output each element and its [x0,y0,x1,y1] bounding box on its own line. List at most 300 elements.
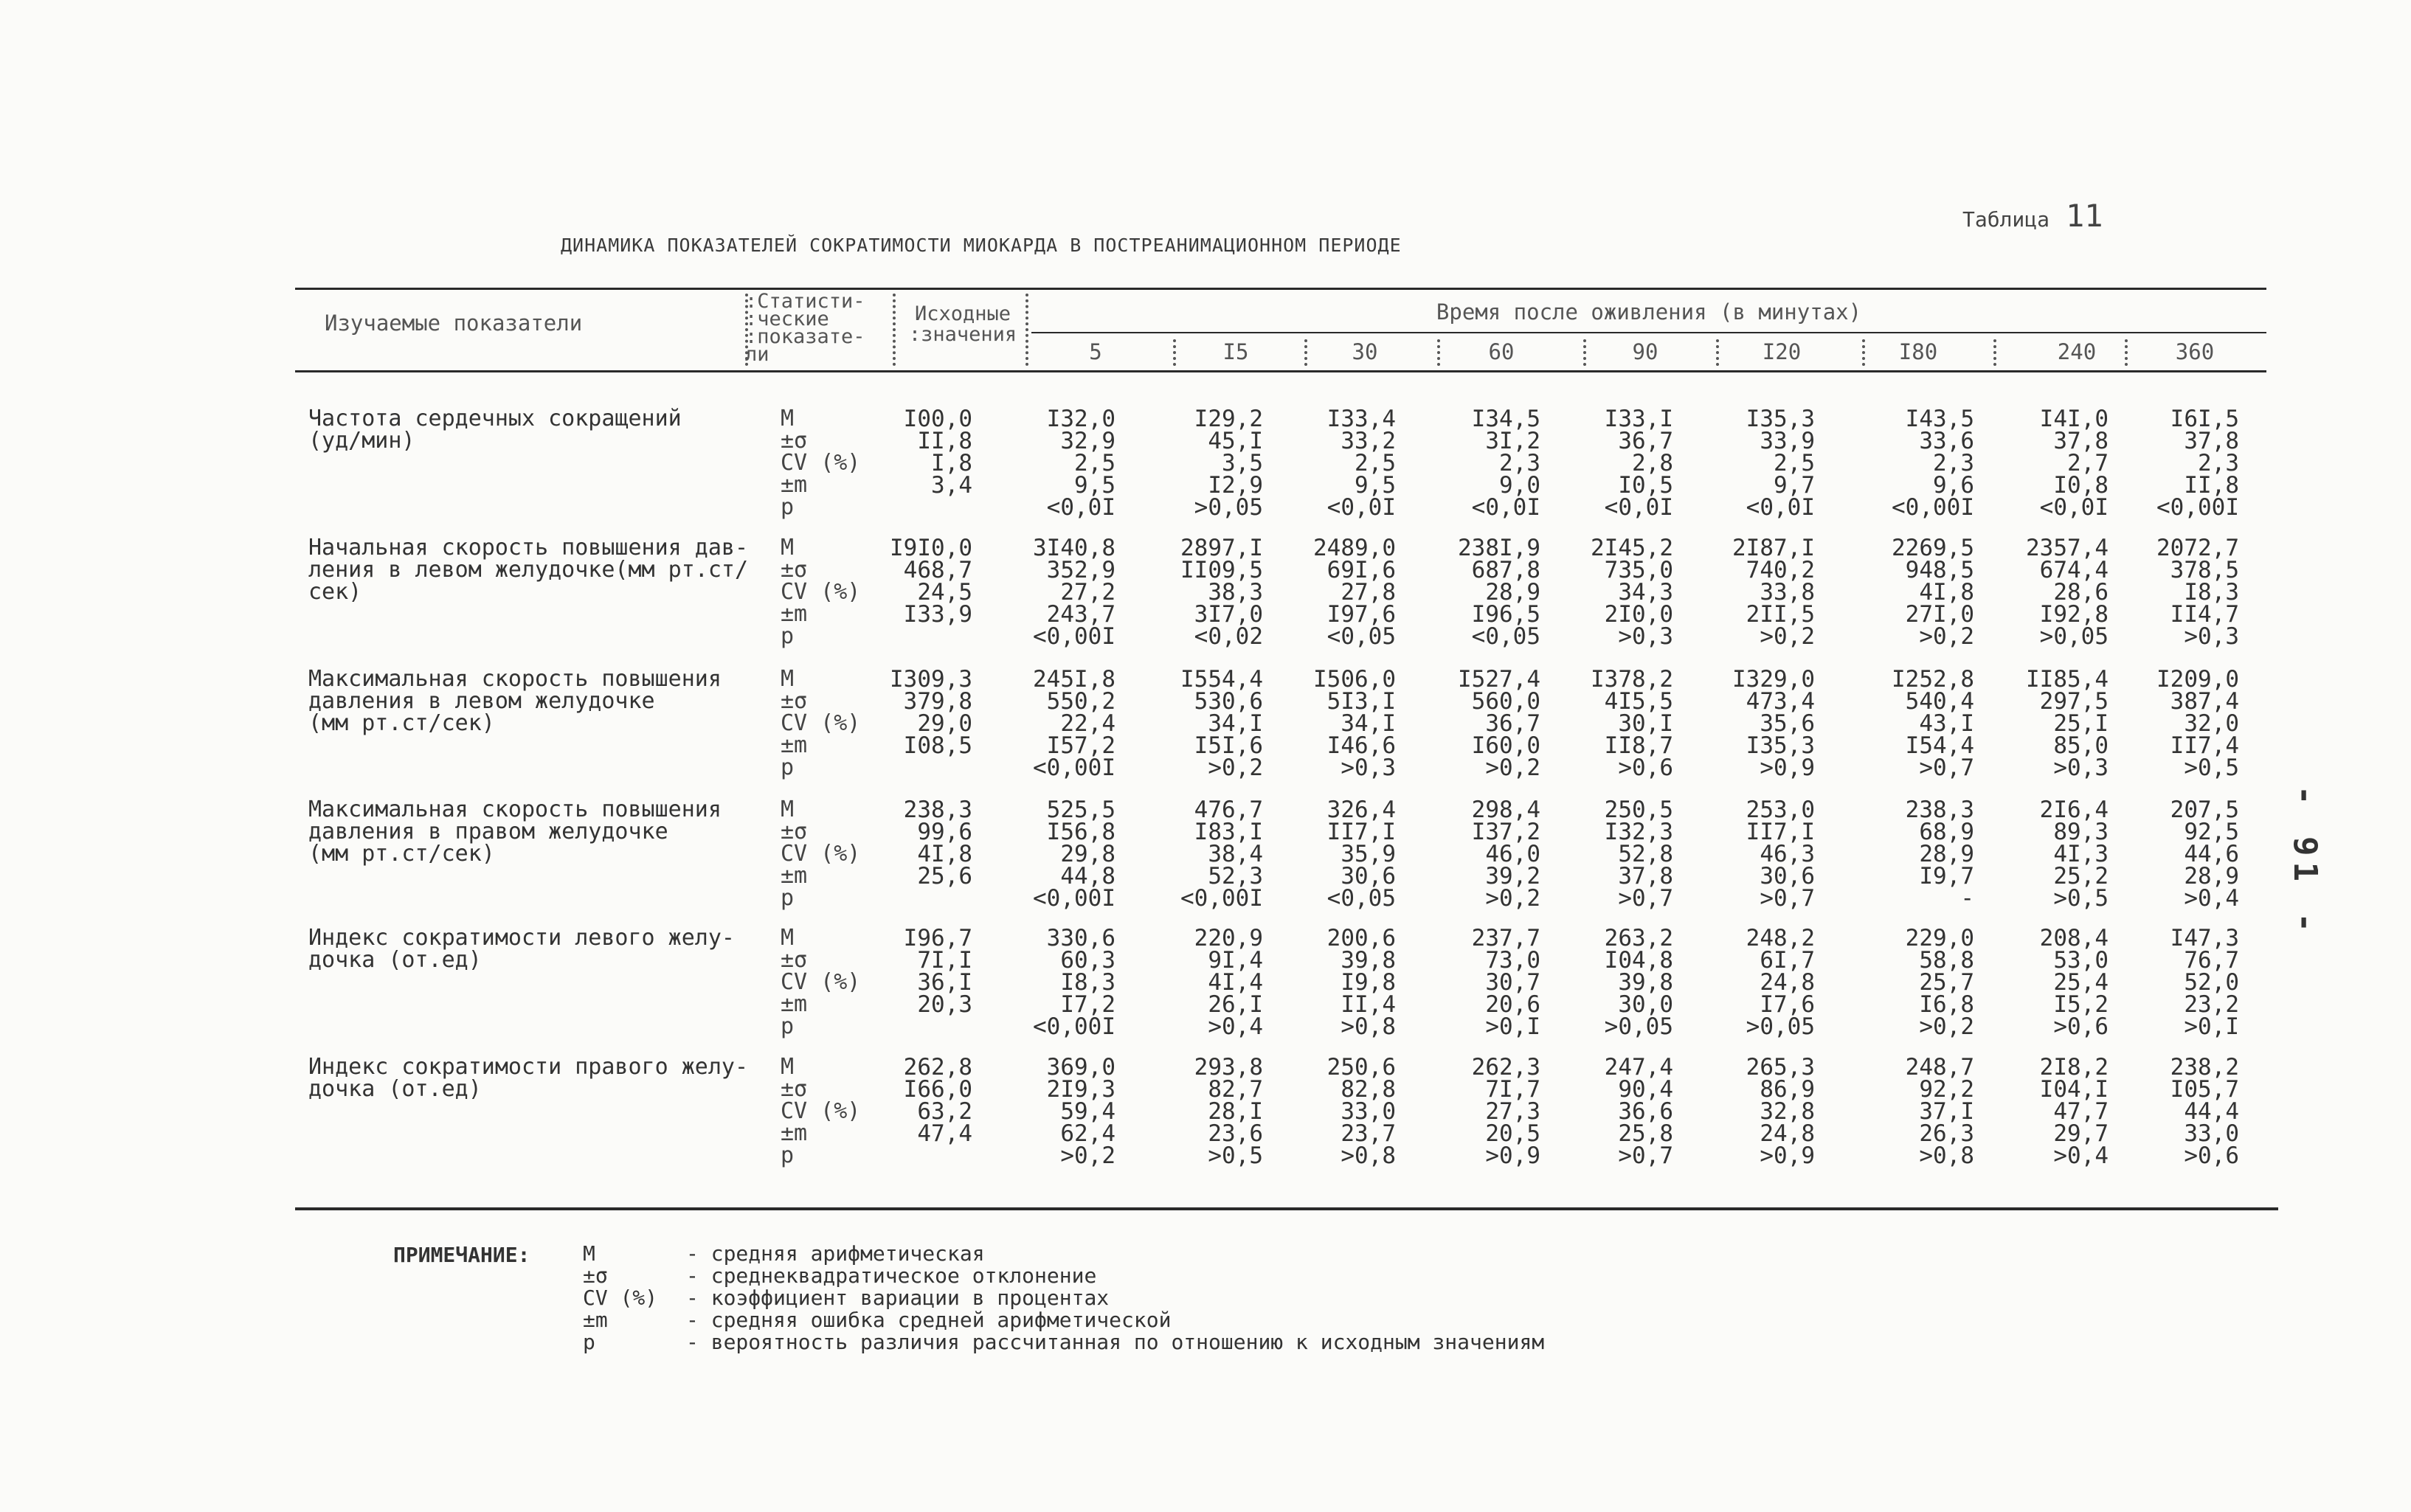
cell-value: <0,00I [1180,885,1263,912]
cell-value: 247,4 [1604,1054,1673,1081]
stat-label: ±σ [781,428,808,454]
cell-value: 38,3 [1208,579,1263,606]
stat-label: CV (%) [781,450,861,476]
cell-value: 29,8 [1060,841,1115,867]
cell-value: 36,7 [1618,428,1673,454]
cell-value: 92,5 [2184,819,2239,845]
cell-value: 76,7 [2184,947,2239,974]
cell-value: >0,2 [1919,1013,1974,1040]
cell-value: 2,3 [1499,450,1540,476]
cell-value: 2I6,4 [2039,797,2109,823]
cell-value: 28,I [1208,1098,1263,1125]
cell-value: 30,6 [1760,863,1815,889]
table-row [0,537,2411,662]
time-column-values [1998,797,2109,912]
cell-value: 262,3 [1471,1054,1540,1081]
cell-value: I2,9 [1208,472,1263,499]
cell-value: 29,7 [2053,1120,2109,1147]
note-item [583,1265,1544,1287]
cell-value: 6I,7 [1760,947,1815,974]
time-column-values [1430,408,1540,519]
cell-value: 265,3 [1746,1054,1815,1081]
cell-value: >0,2 [1919,623,1974,650]
cell-value: 2357,4 [2026,535,2109,561]
cell-value: >0,8 [1341,1142,1396,1169]
stat-label: ±σ [781,1076,808,1102]
cell-value: 2,5 [1774,450,1815,476]
indicator-name: Максимальная скорость повышения давления в левом желудочке (мм рт.ст/сек) [308,666,722,736]
cell-value: 7I,7 [1485,1076,1540,1103]
cell-value: >0,7 [1618,885,1673,912]
cell-value: 27,3 [1485,1098,1540,1125]
cell-value: 85,0 [2053,732,2109,759]
header-stat: :Статисти- :ческие :показате- ли [745,290,865,366]
stat-label: p [781,1013,795,1039]
initial-value [862,1016,972,1038]
time-column-values [2128,1056,2239,1167]
note-item [583,1331,1544,1353]
cell-value: 30,0 [1618,991,1673,1018]
cell-value: 34,I [1341,710,1396,737]
initial-value: 29,0 [917,710,972,737]
cell-value: 208,4 [2039,925,2109,951]
separator [1304,339,1307,366]
time-column-values [1704,408,1815,519]
cell-value: <0,00I [1892,494,1974,521]
cell-value: 33,2 [1341,428,1396,454]
time-column-values [1704,1056,1815,1167]
separator [1716,339,1719,366]
header-time-360: 360 [2175,339,2215,364]
cell-value: <0,0I [1604,494,1673,521]
cell-value: 263,2 [1604,925,1673,951]
cell-value: 248,2 [1746,925,1815,951]
stat-label: ±m [781,601,808,627]
cell-value: 27I,0 [1905,601,1974,628]
table-row [0,927,2411,1052]
cell-value: 23,2 [2184,991,2239,1018]
note-item [583,1287,1544,1309]
time-column-values [1152,1056,1263,1167]
cell-value: I34,5 [1471,406,1540,432]
cell-value: <0,0I [1046,494,1115,521]
time-column-values [1152,408,1263,519]
cell-value: 229,0 [1905,925,1974,951]
time-column-values [2128,797,2239,912]
cell-value: 37,8 [2184,428,2239,454]
cell-value: 44,8 [1060,863,1115,889]
cell-value: - [1960,885,1974,912]
cell-value: 2897,I [1180,535,1263,561]
cell-value: >0,05 [1604,1013,1673,1040]
cell-value: I209,0 [2156,666,2239,693]
cell-value: 33,9 [1760,428,1815,454]
cell-value: >0,I [1485,1013,1540,1040]
cell-value: 2072,7 [2156,535,2239,561]
cell-value: 297,5 [2039,688,2109,715]
time-column-values [1285,797,1396,912]
initial-value: 24,5 [917,579,972,606]
cell-value: 207,5 [2170,797,2239,823]
time-column-values [1152,537,1263,648]
cell-value: I57,2 [1046,732,1115,759]
cell-value: >0,7 [1618,1142,1673,1169]
cell-value: <0,00I [1033,885,1115,912]
cell-value: I7,6 [1760,991,1815,1018]
header-time-120: I20 [1762,339,1802,364]
time-column-values [2128,927,2239,1038]
cell-value: 45,I [1208,428,1263,454]
cell-value: >0,4 [2184,885,2239,912]
cell-value: I554,4 [1180,666,1263,693]
cell-value: 23,7 [1341,1120,1396,1147]
cell-value: <0,00I [2156,494,2239,521]
cell-value: II,8 [2184,472,2239,499]
header-time-15: I5 [1222,339,1249,364]
initial-value [862,1145,972,1167]
cell-value: 2II,5 [1746,601,1815,628]
time-column-values [1285,408,1396,519]
cell-value: 92,2 [1919,1076,1974,1103]
note-text: - вероятность различия рассчитанная по отношению к исходным значениям [686,1330,1545,1354]
cell-value: I5I,6 [1194,732,1263,759]
cell-value: 369,0 [1046,1054,1115,1081]
stat-label: p [781,755,795,780]
cell-value: >0,05 [2039,623,2109,650]
header-bottom-rule [295,370,2266,372]
initial-value [862,757,972,779]
initial-value: 379,8 [903,688,972,715]
time-column-values [1005,408,1115,519]
table-bottom-rule [295,1207,2278,1210]
cell-value: I32,3 [1604,819,1673,845]
stat-label: M [781,925,795,951]
cell-value: 43,I [1919,710,1974,737]
time-column-values [1430,927,1540,1038]
cell-value: 28,6 [2053,579,2109,606]
cell-value: >0,6 [1618,755,1673,781]
separator [1993,339,1996,366]
cell-value: >0,2 [1485,755,1540,781]
header-time: Время после оживления (в минутах) [1436,299,1862,325]
cell-value: 4I,8 [1919,579,1974,606]
stat-label: ±σ [781,688,808,714]
initial-values [862,1056,972,1167]
indicator-name: Индекс сократимости правого желу- дочка (от.ед) [308,1054,749,1102]
note-symbol: ±σ [583,1263,608,1288]
time-column-values [1285,1056,1396,1167]
cell-value: 53,0 [2053,947,2109,974]
cell-value: 37,8 [2053,428,2109,454]
cell-value: 293,8 [1194,1054,1263,1081]
cell-value: I37,2 [1471,819,1540,845]
initial-value: I96,7 [903,925,972,951]
table-number: 11 [2066,198,2103,234]
cell-value: >0,9 [1485,1142,1540,1169]
cell-value: 220,9 [1194,925,1263,951]
cell-value: 32,8 [1760,1098,1815,1125]
cell-value: 37,8 [1618,863,1673,889]
header-time-5: 5 [1089,339,1102,364]
cell-value: 90,4 [1618,1076,1673,1103]
initial-value: 63,2 [917,1098,972,1125]
cell-value: 253,0 [1746,797,1815,823]
time-column-values [2128,537,2239,648]
cell-value: 33,6 [1919,428,1974,454]
cell-value: >0,9 [1760,755,1815,781]
cell-value: 82,8 [1341,1076,1396,1103]
initial-value: 4I,8 [917,841,972,867]
cell-value: 238,3 [1905,797,1974,823]
cell-value: 46,3 [1760,841,1815,867]
cell-value: I0,8 [2053,472,2109,499]
cell-value: 476,7 [1194,797,1263,823]
cell-value: >0,5 [2184,755,2239,781]
table-label [1962,198,2103,234]
initial-value [862,496,972,519]
cell-value: 35,6 [1760,710,1815,737]
cell-value: I527,4 [1458,666,1540,693]
cell-value: II7,I [1326,819,1396,845]
cell-value: >0,2 [1485,885,1540,912]
time-column-values [1563,797,1673,912]
cell-value: <0,00I [1033,755,1115,781]
time-column-values [1285,927,1396,1038]
initial-value: I08,5 [903,732,972,759]
cell-value: >0,I [2184,1013,2239,1040]
cell-value: 2I0,0 [1604,601,1673,628]
cell-value: 3I40,8 [1033,535,1115,561]
cell-value: >0,5 [1208,1142,1263,1169]
cell-value: >0,2 [1208,755,1263,781]
cell-value: 60,3 [1060,947,1115,974]
cell-value: >0,05 [1746,1013,1815,1040]
stat-label: M [781,535,795,561]
cell-value: I9,8 [1341,969,1396,996]
cell-value: II09,5 [1180,557,1263,583]
table-row [0,799,2411,924]
cell-value: 59,4 [1060,1098,1115,1125]
cell-value: I60,0 [1471,732,1540,759]
cell-value: 740,2 [1746,557,1815,583]
cell-value: 2,5 [1355,450,1396,476]
cell-value: I04,8 [1604,947,1673,974]
cell-value: II7,4 [2170,732,2239,759]
cell-value: 37,I [1919,1098,1974,1125]
cell-value: 34,3 [1618,579,1673,606]
cell-value: 735,0 [1604,557,1673,583]
table-row [0,1056,2411,1182]
table-top-rule [295,288,2266,290]
cell-value: 2,3 [1933,450,1974,476]
cell-value: II85,4 [2026,666,2109,693]
time-column-values [1152,797,1263,912]
cell-value: 352,9 [1046,557,1115,583]
cell-value: I35,3 [1746,732,1815,759]
cell-value: I05,7 [2170,1076,2239,1103]
initial-value: I,8 [931,450,972,476]
stat-label: ±σ [781,819,808,845]
time-column-values [1005,797,1115,912]
cell-value: 82,7 [1208,1076,1263,1103]
cell-value: 25,7 [1919,969,1974,996]
cell-value: 58,8 [1919,947,1974,974]
cell-value: >0,6 [2184,1142,2239,1169]
cell-value: >0,8 [1341,1013,1396,1040]
cell-value: 378,5 [2170,557,2239,583]
header-time-90: 90 [1632,339,1658,364]
cell-value: 2I45,2 [1591,535,1673,561]
initial-value: I9I0,0 [890,535,972,561]
time-column-values [1005,1056,1115,1167]
cell-value: 2,7 [2067,450,2109,476]
cell-value: 3,5 [1222,450,1263,476]
stat-label: M [781,666,795,692]
cell-value: 44,6 [2184,841,2239,867]
cell-value: >0,7 [1760,885,1815,912]
cell-value: >0,5 [2053,885,2109,912]
cell-value: 33,0 [2184,1120,2239,1147]
cell-value: 28,9 [1485,579,1540,606]
initial-value: I309,3 [890,666,972,693]
cell-value: I47,3 [2170,925,2239,951]
cell-value: I83,I [1194,819,1263,845]
note-item [583,1309,1544,1331]
cell-value: II4,7 [2170,601,2239,628]
cell-value: 62,4 [1060,1120,1115,1147]
page-number: - 91 - [2286,786,2324,938]
cell-value: 250,6 [1326,1054,1396,1081]
initial-values [862,537,972,648]
initial-value: II,8 [917,428,972,454]
time-column-values [1704,668,1815,779]
header-time-180: I80 [1898,339,1938,364]
stat-label: M [781,797,795,822]
cell-value: 248,7 [1905,1054,1974,1081]
cell-value: 33,8 [1760,579,1815,606]
cell-value: 9,7 [1774,472,1815,499]
cell-value: 530,6 [1194,688,1263,715]
cell-value: >0,6 [2053,1013,2109,1040]
time-column-values [1430,797,1540,912]
cell-value: 9,5 [1074,472,1115,499]
table-label-text: Таблица [1962,207,2050,232]
cell-value: 26,3 [1919,1120,1974,1147]
stat-label: M [781,1054,795,1080]
cell-value: >0,4 [2053,1142,2109,1169]
cell-value: 30,7 [1485,969,1540,996]
indicator-name: Частота сердечных сокращений (уд/мин) [308,406,682,454]
note-symbol: ±m [583,1308,608,1332]
initial-values [862,668,972,779]
time-column-values [1430,537,1540,648]
cell-value: I6I,5 [2170,406,2239,432]
cell-value: 9,5 [1355,472,1396,499]
cell-value: 200,6 [1326,925,1396,951]
initial-value: 36,I [917,969,972,996]
stat-label: ±m [781,1120,808,1146]
stat-label: CV (%) [781,579,861,605]
cell-value: 674,4 [2039,557,2109,583]
cell-value: I29,2 [1194,406,1263,432]
initial-value: I66,0 [903,1076,972,1103]
cell-value: 25,4 [2053,969,2109,996]
cell-value: I0,5 [1618,472,1673,499]
cell-value: >0,2 [1060,1142,1115,1169]
initial-value: 25,6 [917,863,972,889]
initial-value: 468,7 [903,557,972,583]
stat-label: ±σ [781,557,808,583]
cell-value: 2,5 [1074,450,1115,476]
cell-value: 52,8 [1618,841,1673,867]
cell-value: 560,0 [1471,688,1540,715]
cell-value: 2489,0 [1313,535,1396,561]
cell-value: >0,8 [1919,1142,1974,1169]
note-text: - коэффициент вариации в процентах [686,1286,1110,1310]
cell-value: 238,2 [2170,1054,2239,1081]
cell-value: 540,4 [1905,688,1974,715]
indicator-name: Индекс сократимости левого желу- дочка (от.ед) [308,925,735,973]
cell-value: 9,6 [1933,472,1974,499]
note-label: ПРИМЕЧАНИЕ: [393,1243,530,1267]
note-text: - средняя ошибка средней арифметической [686,1308,1172,1332]
cell-value: 39,8 [1341,947,1396,974]
cell-value: I378,2 [1591,666,1673,693]
cell-value: I7,2 [1060,991,1115,1018]
separator [2125,339,2128,366]
cell-value: 47,7 [2053,1098,2109,1125]
note-symbol: CV (%) [583,1286,658,1310]
note-list [583,1243,1544,1353]
indicator-name: Максимальная скорость повышения давления в правом желудочке (мм рт.ст/сек) [308,797,722,867]
cell-value: I5,2 [2053,991,2109,1018]
cell-value: II8,7 [1604,732,1673,759]
cell-value: <0,05 [1326,623,1396,650]
cell-value: 4I,3 [2053,841,2109,867]
time-header-rule [1031,332,2266,333]
time-column-values [1430,1056,1540,1167]
time-column-values [1005,927,1115,1038]
cell-value: 4I,4 [1208,969,1263,996]
stat-label: p [781,1142,795,1168]
cell-value: <0,00I [1033,623,1115,650]
cell-value: I329,0 [1732,666,1815,693]
cell-value: 27,8 [1341,579,1396,606]
cell-value: 3I7,0 [1194,601,1263,628]
time-column-values [1563,408,1673,519]
initial-value: I33,9 [903,601,972,628]
time-column-values [1563,668,1673,779]
separator [1583,339,1586,366]
cell-value: >0,3 [2184,623,2239,650]
time-column-values [1864,668,1974,779]
initial-value: 99,6 [917,819,972,845]
cell-value: I56,8 [1046,819,1115,845]
stat-label: CV (%) [781,969,861,995]
time-column-values [1563,927,1673,1038]
cell-value: 326,4 [1326,797,1396,823]
note-symbol: M [583,1241,595,1266]
cell-value: 387,4 [2170,688,2239,715]
time-column-values [1998,408,2109,519]
cell-value: II7,I [1746,819,1815,845]
cell-value: I46,6 [1326,732,1396,759]
note-symbol: p [583,1330,595,1354]
stat-label: ±m [781,732,808,758]
cell-value: I35,3 [1746,406,1815,432]
note-text: - среднеквадратическое отклонение [686,1263,1097,1288]
cell-value: 25,8 [1618,1120,1673,1147]
